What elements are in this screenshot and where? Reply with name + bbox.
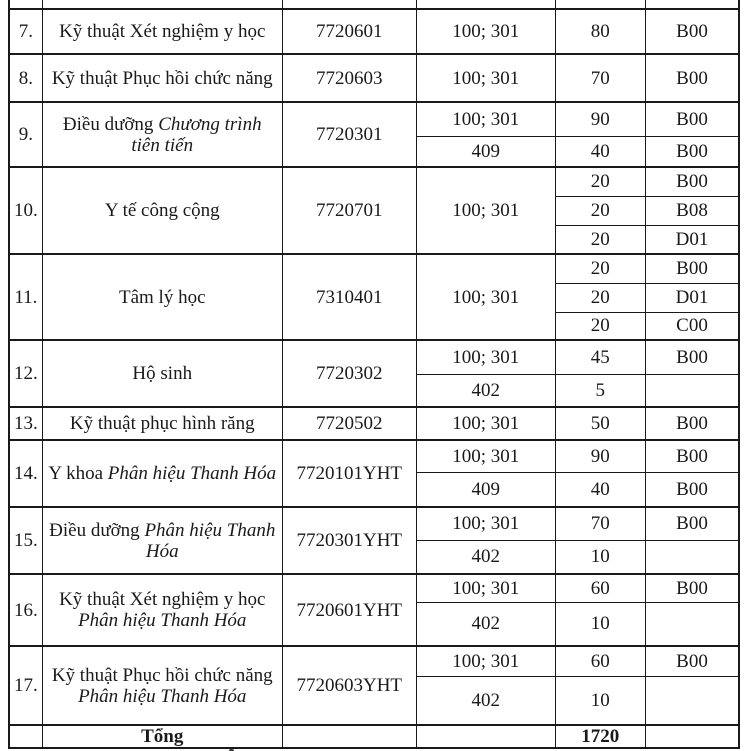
cell-quota: 60 <box>555 574 645 602</box>
cell-method: 100; 301 <box>416 440 555 472</box>
cell-method <box>416 725 555 748</box>
total-label: Tổng <box>42 725 282 748</box>
cell-block: B00 <box>645 574 739 602</box>
cell-code: 7720601YHT <box>282 574 416 646</box>
cell-block: B00 <box>645 440 739 472</box>
cell-method: 100; 301 <box>416 54 555 102</box>
cell-block: C00 <box>645 312 739 340</box>
cell-code <box>282 0 416 9</box>
total-quota: 1720 <box>555 725 645 748</box>
cell-code: 7720301YHT <box>282 507 416 574</box>
cell-quota: 10 <box>555 602 645 646</box>
cell-stt: 13. <box>9 407 42 440</box>
cell-block: B00 <box>645 9 739 54</box>
program-name-text: Điều dưỡng <box>62 113 154 135</box>
cell-code: 7720701 <box>282 167 416 254</box>
cell-code: 7720302 <box>282 340 416 407</box>
cell-method: 100; 301 <box>416 254 555 340</box>
row-17 <box>9 646 739 676</box>
program-name-text: Kỹ thuật phục hình răng <box>69 413 255 434</box>
cell-block: D01 <box>645 283 739 312</box>
cell-quota: 60 <box>555 646 645 676</box>
cell-quota: 40 <box>555 472 645 507</box>
cell-block: B08 <box>645 196 739 225</box>
program-name-italic: Phân hiệu Thanh Hóa <box>78 610 247 631</box>
row-13 <box>9 407 739 440</box>
cell-program-name <box>42 9 282 54</box>
program-name-text: Y tế công cộng <box>104 200 220 221</box>
cell-quota: 70 <box>555 507 645 540</box>
cell-quota: 10 <box>555 676 645 725</box>
cell-program-name <box>42 254 282 340</box>
program-name-text: Kỹ thuật Xét nghiệm y học <box>59 21 266 42</box>
program-name-italic: Phân hiệu Thanh Hóa <box>78 685 247 707</box>
cell-block: B00 <box>645 54 739 102</box>
cell-block: D01 <box>645 225 739 254</box>
cell-block: B00 <box>645 472 739 507</box>
cell-method: 402 <box>416 540 555 574</box>
cell-quota: 5 <box>555 374 645 407</box>
cell-program-name <box>42 0 282 9</box>
cell-code: 7310401 <box>282 254 416 340</box>
cell-stt: 9. <box>9 102 42 167</box>
cell-stt <box>9 0 42 9</box>
cell-program-name <box>42 646 282 725</box>
cell-code: 7720601 <box>282 9 416 54</box>
row-15 <box>9 507 739 540</box>
cell-quota: 20 <box>555 225 645 254</box>
cell-quota: 90 <box>555 102 645 136</box>
program-name-italic: Chương trình tiên tiến <box>131 113 262 156</box>
cell-program-name <box>42 407 282 440</box>
cell-block: B00 <box>645 507 739 540</box>
cell-block <box>645 676 739 725</box>
cell-quota: 80 <box>555 9 645 54</box>
cell-quota: 20 <box>555 283 645 312</box>
cell-stt: 12. <box>9 340 42 407</box>
cell-code: 7720603 <box>282 54 416 102</box>
row-total <box>9 725 739 748</box>
program-name-italic: Phân hiệu Thanh Hóa <box>107 463 277 484</box>
program-name-text: Y khoa <box>48 463 104 484</box>
cell-program-name <box>42 440 282 507</box>
cell-block <box>645 602 739 646</box>
cell-quota: 90 <box>555 440 645 472</box>
row-12 <box>9 340 739 374</box>
cell-code: 7720101YHT <box>282 440 416 507</box>
row-8 <box>9 54 739 102</box>
cell-quota: 20 <box>555 254 645 283</box>
cell-method: 100; 301 <box>416 407 555 440</box>
cell-block: B00 <box>645 167 739 196</box>
cell-program-name <box>42 574 282 646</box>
cell-code: 7720603YHT <box>282 646 416 725</box>
cell-method: 100; 301 <box>416 507 555 540</box>
cell-stt: 16. <box>9 574 42 646</box>
row-11 <box>9 254 739 283</box>
cell-block <box>645 0 739 9</box>
cell-method: 409 <box>416 136 555 167</box>
cell-stt: 10. <box>9 167 42 254</box>
cell-stt <box>9 725 42 748</box>
cell-stt: 11. <box>9 254 42 340</box>
row-7 <box>9 9 739 54</box>
cell-block: B00 <box>645 340 739 374</box>
cell-quota: 70 <box>555 54 645 102</box>
cell-quota: 20 <box>555 196 645 225</box>
cell-method: 100; 301 <box>416 574 555 602</box>
cell-quota: 50 <box>555 407 645 440</box>
cell-quota: 20 <box>555 167 645 196</box>
cell-method <box>416 0 555 9</box>
cell-code <box>282 725 416 748</box>
cell-stt: 17. <box>9 646 42 725</box>
cell-block: B00 <box>645 102 739 136</box>
cell-method: 100; 301 <box>416 102 555 136</box>
program-name-text: Điều dưỡng <box>49 519 140 541</box>
cell-quota: 20 <box>555 312 645 340</box>
cell-quota <box>555 0 645 9</box>
cell-code: 7720301 <box>282 102 416 167</box>
cell-stt: 8. <box>9 54 42 102</box>
cell-method: 402 <box>416 602 555 646</box>
cell-quota: 40 <box>555 136 645 167</box>
cell-block: B00 <box>645 136 739 167</box>
cell-stt: 7. <box>9 9 42 54</box>
cell-block: B00 <box>645 407 739 440</box>
cell-method: 100; 301 <box>416 340 555 374</box>
program-name-text: Kỹ thuật Phục hồi chức năng <box>51 67 273 89</box>
cell-code: 7720502 <box>282 407 416 440</box>
program-name-text: Kỹ thuật Phục hồi chức năng <box>51 664 273 686</box>
cell-program-name <box>42 167 282 254</box>
cell-program-name <box>42 102 282 167</box>
cell-method: 100; 301 <box>416 9 555 54</box>
cell-quota: 45 <box>555 340 645 374</box>
row-partial-top <box>9 0 739 9</box>
cell-method: 409 <box>416 472 555 507</box>
program-name-text: Hộ sinh <box>132 363 193 384</box>
cell-stt: 15. <box>9 507 42 574</box>
cell-method: 402 <box>416 676 555 725</box>
cell-stt: 14. <box>9 440 42 507</box>
cell-method: 100; 301 <box>416 167 555 254</box>
row-10 <box>9 167 739 196</box>
cell-method: 100; 301 <box>416 646 555 676</box>
row-14 <box>9 440 739 472</box>
program-name-text: Kỹ thuật Xét nghiệm y học <box>59 589 266 610</box>
cell-quota: 10 <box>555 540 645 574</box>
cell-program-name <box>42 54 282 102</box>
cell-block: B00 <box>645 254 739 283</box>
cell-block <box>645 374 739 407</box>
cell-block: B00 <box>645 646 739 676</box>
admissions-quota-table <box>8 0 740 749</box>
cell-method: 402 <box>416 374 555 407</box>
row-16 <box>9 574 739 602</box>
cell-block <box>645 540 739 574</box>
program-name-text: Tâm lý học <box>118 286 206 308</box>
row-9 <box>9 102 739 136</box>
cell-program-name <box>42 507 282 574</box>
cell-block <box>645 725 739 748</box>
cell-program-name <box>42 340 282 407</box>
program-name-italic: Phân hiệu Thanh Hóa <box>144 519 276 562</box>
